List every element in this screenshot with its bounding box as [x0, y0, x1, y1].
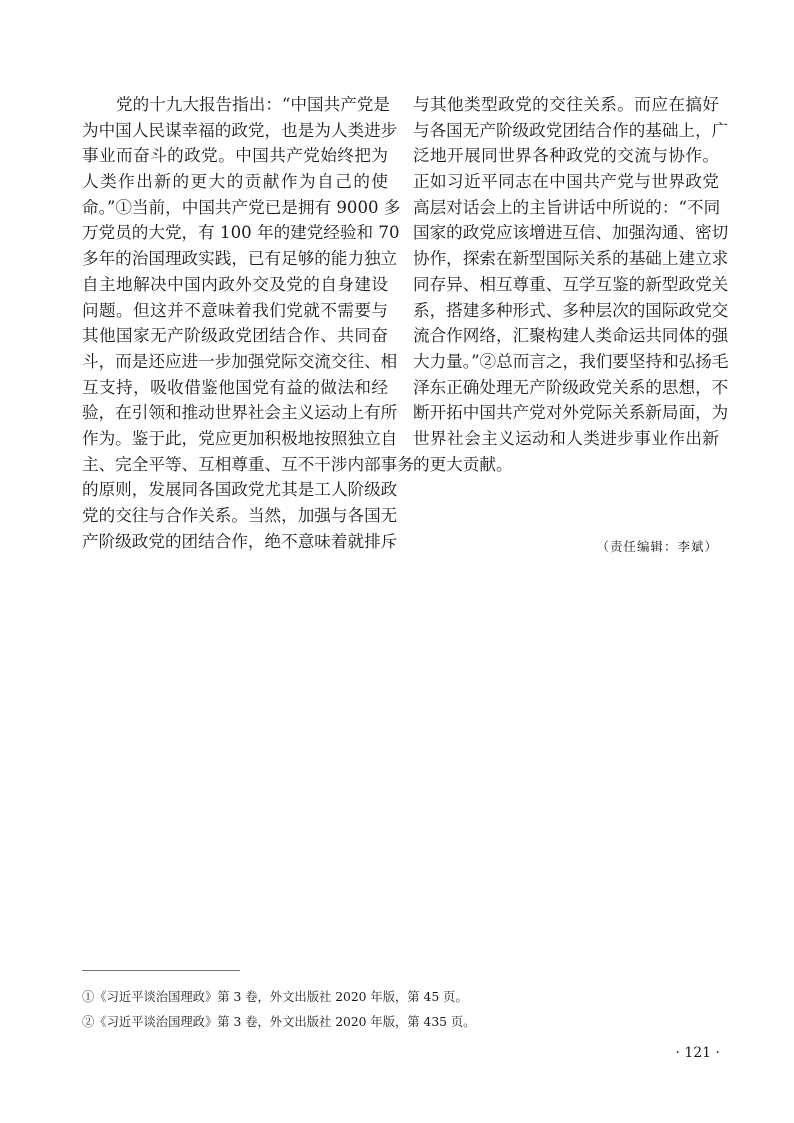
text-line: 作为。鉴于此，党应更加积极地按照独立自: [82, 428, 398, 448]
text-line: 协作，探索在新型国际关系的基础上建立求: [413, 249, 729, 269]
text-line: 其他国家无产阶级政党团结合作、共同奋: [82, 326, 388, 346]
text-line: 高层对话会上的主旨讲话中所说的：“不同: [413, 197, 721, 217]
text-line: 主、完全平等、互相尊重、互不干涉内部事务: [82, 454, 414, 474]
text-line: 为中国人民谋幸福的政党，也是为人类进步: [82, 120, 398, 140]
text-line: 产阶级政党的团结合作，绝不意味着就排斥: [82, 531, 398, 551]
text-line: 系，搭建多种形式、多种层次的国际政党交: [413, 300, 729, 320]
page-number: · 121 ·: [675, 1045, 720, 1061]
text-line: 万党员的大党，有 100 年的建党经验和 70: [82, 223, 400, 243]
footnote-divider: [82, 970, 240, 971]
text-line: 命。”①当前，中国共产党已是拥有 9000 多: [82, 197, 401, 217]
text-line: 正如习近平同志在中国共产党与世界政党: [413, 172, 719, 192]
text-line: 党的十九大报告指出：“中国共产党是: [116, 95, 390, 114]
text-line: 人类作出新的更大的贡献作为自己的使: [82, 172, 388, 192]
footnote-1: ①《习近平谈治国理政》第 3 卷，外文出版社 2020 年版，第 45 页。: [82, 990, 468, 1004]
text-line: 斗，而是还应进一步加强党际交流交往、相: [82, 351, 398, 371]
text-line: 流合作网络，汇聚构建人类命运共同体的强: [413, 326, 729, 346]
text-line: 的更大贡献。: [413, 454, 513, 474]
text-line: 验，在引领和推动世界社会主义运动上有所: [82, 403, 398, 423]
text-line: 泽东正确处理无产阶级政党关系的思想，不: [413, 377, 729, 397]
text-line: 多年的治国理政实践，已有足够的能力独立: [82, 249, 398, 269]
editor-note: （责任编辑：李斌）: [596, 539, 718, 554]
text-line: 与各国无产阶级政党团结合作的基础上，广: [413, 120, 729, 140]
text-line: 的原则，发展同各国政党尤其是工人阶级政: [82, 480, 398, 500]
text-line: 与其他类型政党的交往关系。而应在搞好: [413, 95, 719, 114]
text-line: 党的交往与合作关系。当然，加强与各国无: [82, 506, 398, 525]
text-line: 事业而奋斗的政党。中国共产党始终把为: [82, 146, 388, 166]
text-line: 同存异、相互尊重、互学互鉴的新型政党关: [413, 274, 729, 294]
text-line: 国家的政党应该增进互信、加强沟通、密切: [413, 223, 729, 243]
text-line: 问题。但这并不意味着我们党就不需要与: [82, 300, 388, 320]
text-line: 断开拓中国共产党对外党际关系新局面，为: [413, 403, 729, 423]
footnote-2: ②《习近平谈治国理政》第 3 卷，外文出版社 2020 年版，第 435 页。: [82, 1015, 476, 1029]
text-line: 泛地开展同世界各种政党的交流与协作。: [413, 146, 719, 166]
text-line: 自主地解决中国内政外交及党的自身建设: [82, 274, 388, 294]
left-column: [82, 92, 414, 554]
text-line: 大力量。”②总而言之，我们要坚持和弘扬毛: [413, 351, 729, 371]
right-column: [413, 92, 729, 477]
text-line: 互支持，吸收借鉴他国党有益的做法和经: [82, 377, 388, 397]
text-line: 世界社会主义运动和人类进步事业作出新: [413, 428, 719, 448]
